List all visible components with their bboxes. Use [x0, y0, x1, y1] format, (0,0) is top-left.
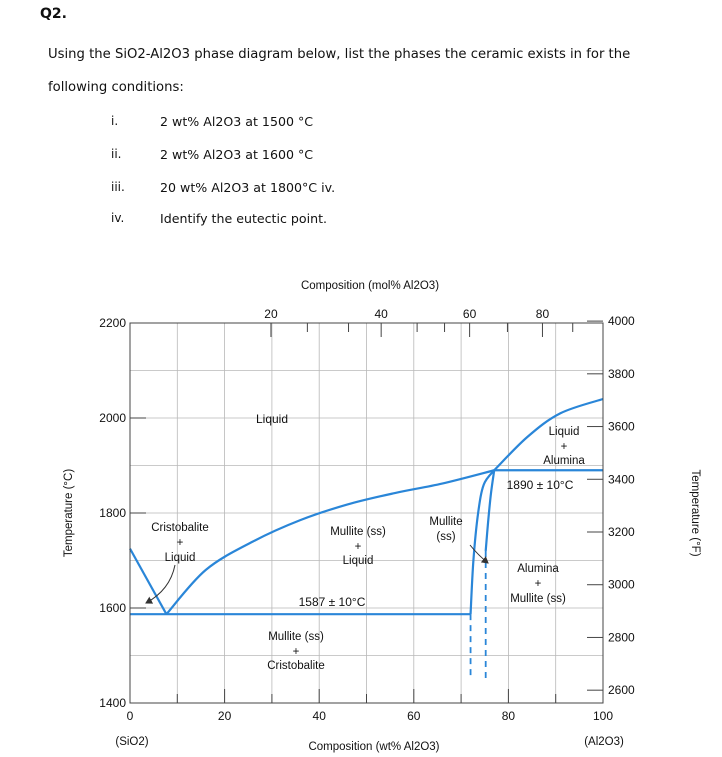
- right-axis-label: Temperature (°F): [689, 469, 701, 557]
- right-tick-label: 2600: [608, 683, 635, 698]
- x-tick-label: 60: [407, 709, 421, 723]
- x-tick-label: 80: [501, 709, 516, 723]
- top-tick-label: 20: [264, 307, 278, 321]
- al2o3-end-label: (Al2O3): [584, 736, 624, 748]
- condition-2-text: 2 wt% Al2O3 at 1600 °C: [160, 147, 314, 162]
- label-alumina-mullite-plus: +: [534, 578, 542, 590]
- condition-1-text: 2 wt% Al2O3 at 1500 °C: [160, 114, 314, 129]
- sio2-end-label: (SiO2): [115, 736, 149, 748]
- x-tick-label: 100: [592, 709, 614, 723]
- condition-4-text: Identify the eutectic point.: [160, 211, 328, 226]
- label-cristobalite: Cristobalite: [151, 522, 209, 534]
- question-title: Q2.: [40, 6, 67, 22]
- label-liquid-alumina-liquid: Liquid: [548, 426, 580, 438]
- y-tick-label: 1600: [99, 601, 126, 615]
- top-tick-label: 60: [462, 307, 477, 321]
- condition-2-number: ii.: [111, 147, 122, 161]
- label-mullite-ss-ss: (ss): [436, 531, 456, 543]
- label-mullite-cristobalite-cristobalite: Cristobalite: [267, 660, 325, 672]
- label-mullite-ss-mullite: Mullite: [429, 516, 463, 528]
- bottom-axis-label: Composition (wt% Al2O3): [308, 741, 440, 753]
- label-liquid-alumina-alumina: Alumina: [543, 455, 585, 467]
- y-tick-label: 1800: [99, 506, 126, 520]
- phase-line-liquidus-silica-side: [130, 549, 166, 615]
- label-cristobalite-plus: +: [176, 537, 184, 549]
- tick-layer: [99, 307, 635, 723]
- label-alumina-mullite-alumina: Alumina: [517, 563, 559, 575]
- label-cristobalite-liquid: Liquid: [164, 552, 196, 564]
- right-tick-label: 4000: [608, 314, 635, 329]
- condition-1-number: i.: [111, 114, 119, 128]
- y-tick-label: 2200: [99, 316, 126, 330]
- phase-line-mullite-ss-right: [486, 470, 495, 551]
- left-axis-label: Temperature (°C): [63, 468, 75, 558]
- top-tick-label: 40: [374, 307, 388, 321]
- label-liquid: Liquid: [255, 412, 289, 426]
- top-tick-label: 80: [535, 307, 550, 321]
- right-tick-label: 3800: [608, 366, 635, 381]
- question-prompt: Using the SiO2-Al2O3 phase diagram below, list the phases the ceramic exists in for the following conditions:: [48, 47, 631, 95]
- grid-layer: [130, 323, 603, 703]
- right-tick-label: 3400: [608, 472, 635, 487]
- condition-4-number: iv.: [111, 211, 125, 225]
- label-liquid-alumina-plus: +: [560, 441, 568, 453]
- x-tick-label: 40: [312, 709, 326, 723]
- label-mullite-liquid-liquid: Liquid: [342, 555, 374, 567]
- top-axis-label: Composition (mol% Al2O3): [300, 280, 440, 292]
- label-alumina-mullite-mullite: Mullite (ss): [510, 593, 566, 605]
- label-peritectic-temp: 1890 ± 10°C: [506, 478, 574, 492]
- label-mullite-cristobalite-plus: +: [292, 646, 300, 658]
- right-tick-label: 2800: [608, 630, 635, 645]
- label-mullite-liquid-plus: +: [354, 541, 362, 553]
- label-mullite-cristobalite-mullite: Mullite (ss): [268, 631, 324, 643]
- right-tick-label: 3600: [608, 419, 635, 434]
- y-tick-label: 1400: [99, 696, 126, 710]
- right-tick-label: 3200: [608, 525, 635, 539]
- y-tick-label: 2000: [99, 411, 126, 425]
- x-tick-label: 20: [217, 709, 232, 723]
- condition-3-number: iii.: [111, 180, 125, 194]
- x-tick-label: 0: [126, 709, 134, 723]
- label-mullite-liquid-mullite: Mullite (ss): [330, 526, 386, 538]
- condition-3-text: 20 wt% Al2O3 at 1800°C iv.: [160, 180, 336, 195]
- label-eutectic-temp: 1587 ± 10°C: [298, 595, 366, 609]
- right-tick-label: 3000: [608, 577, 635, 592]
